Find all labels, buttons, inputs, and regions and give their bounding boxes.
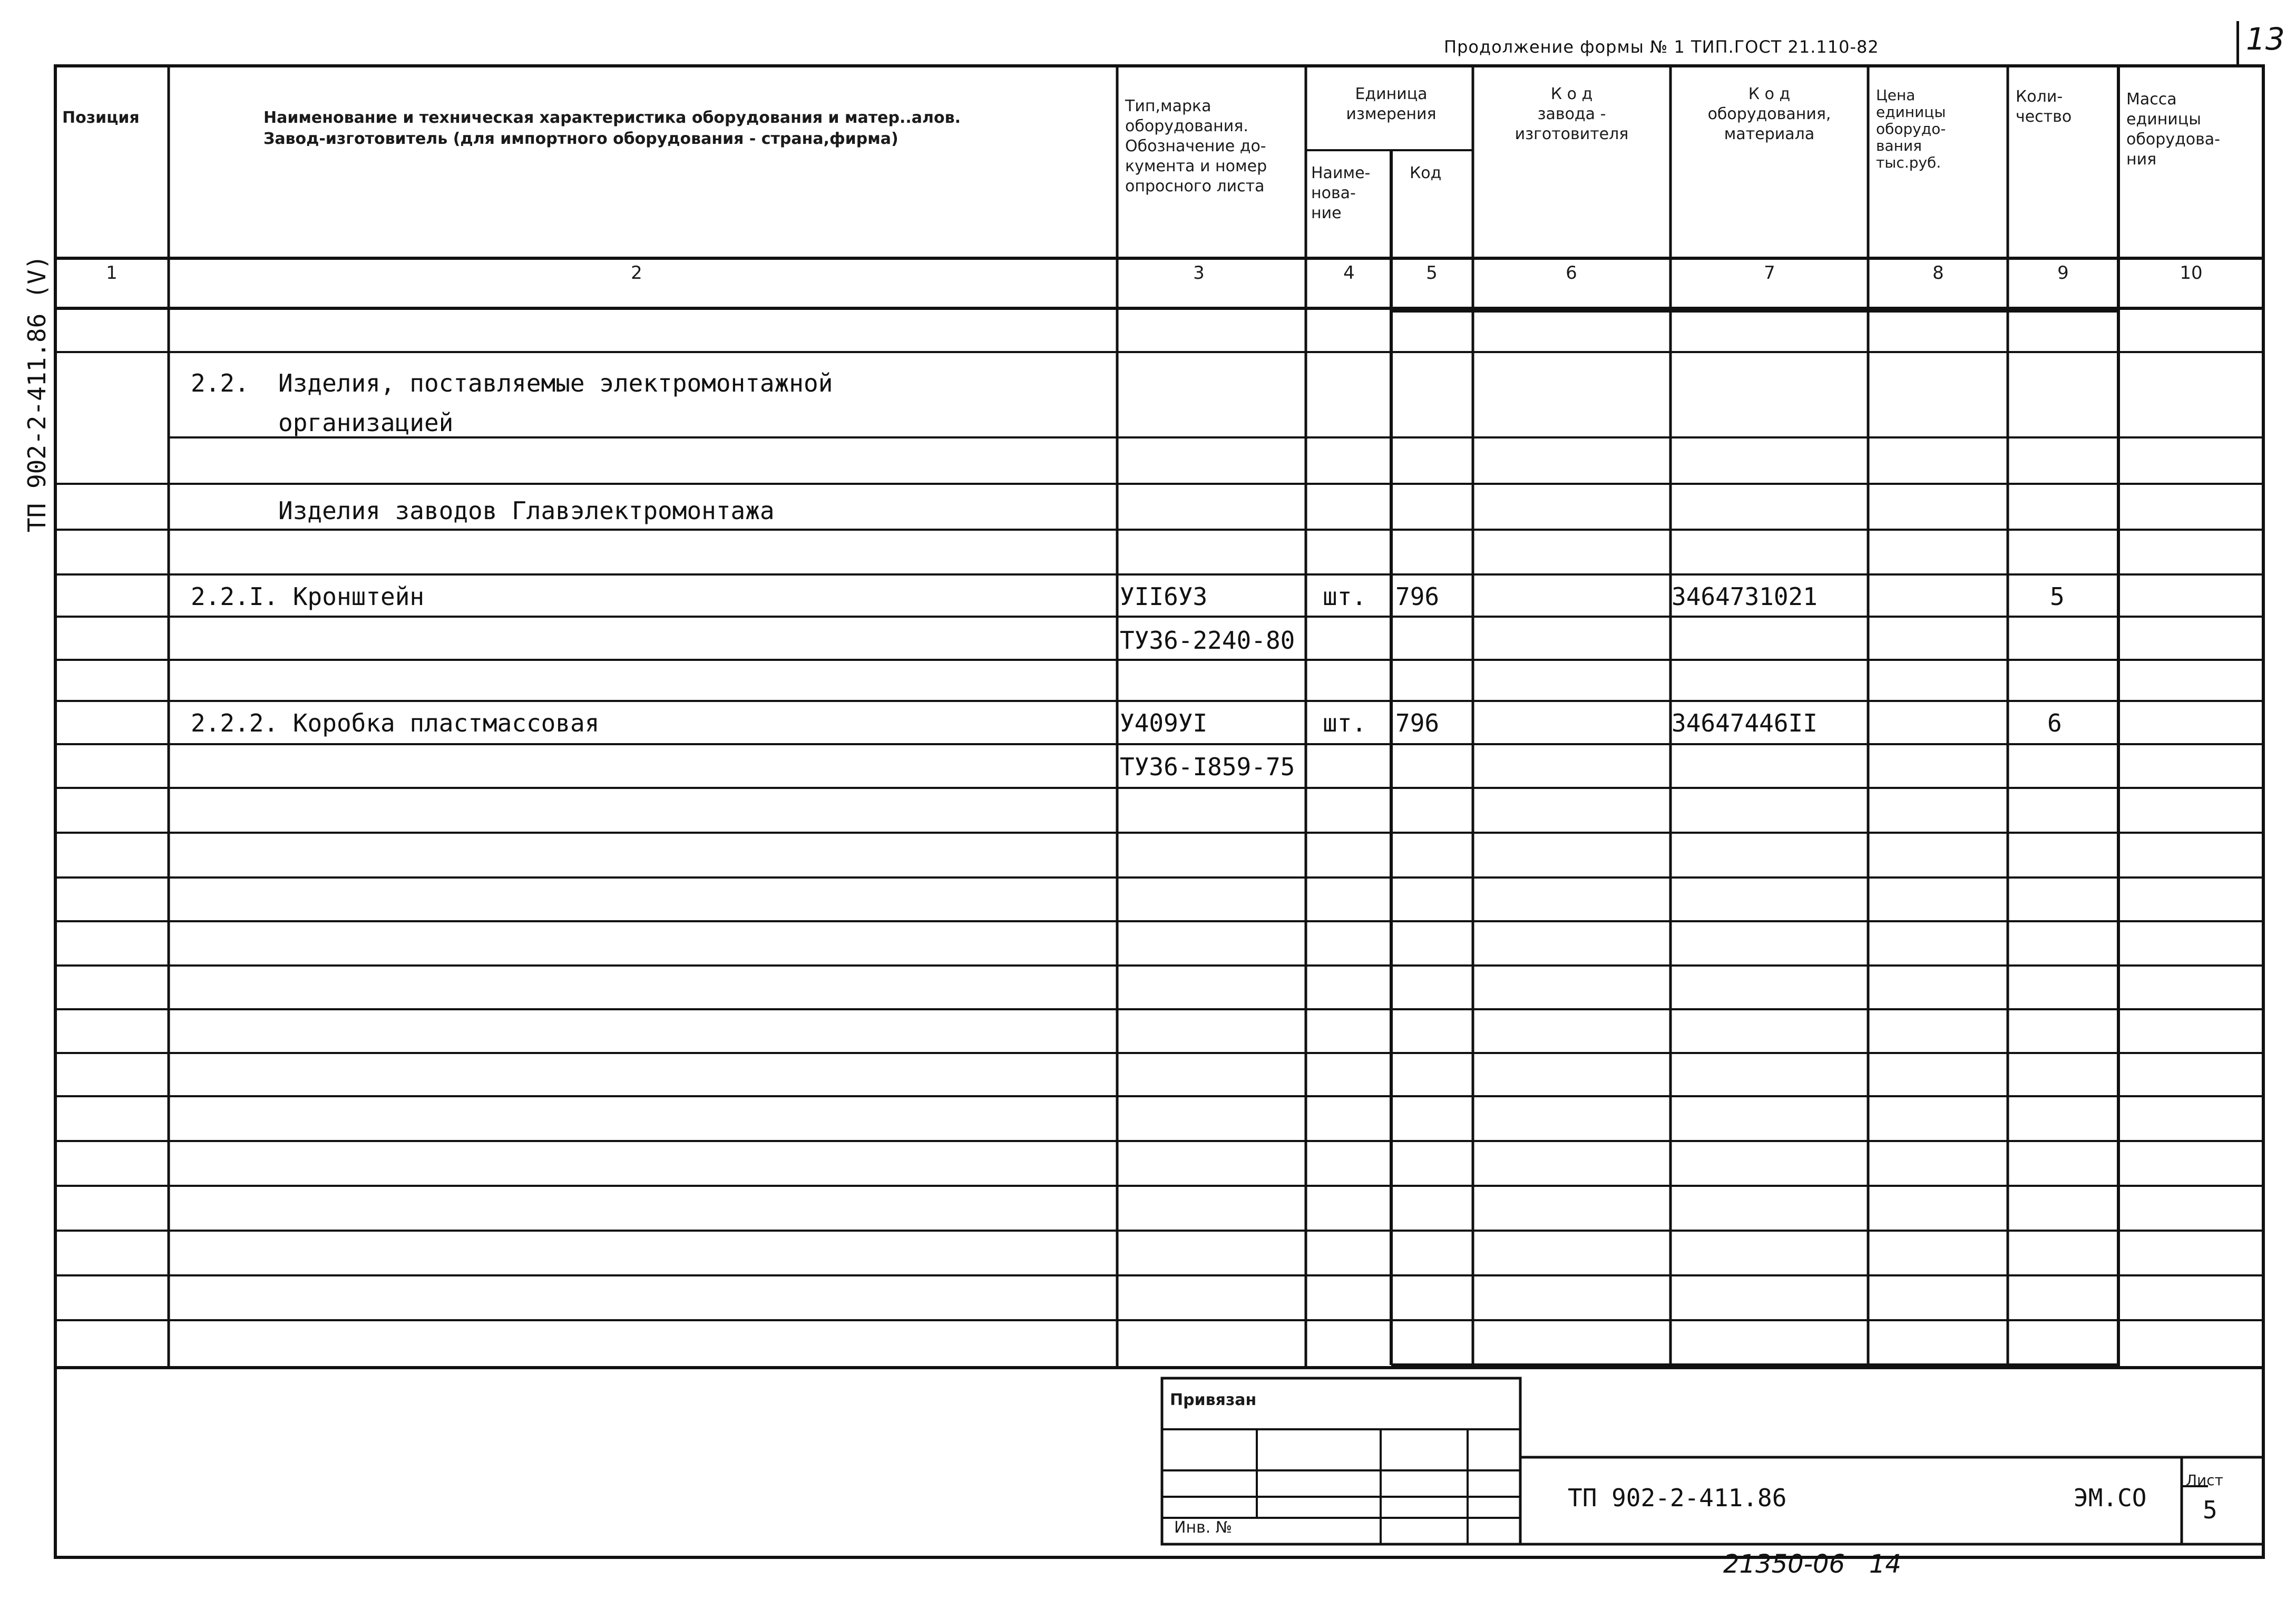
header-name-line2: Завод-изготовитель (для импортного оборудования - страна,фирма) <box>263 130 898 148</box>
col-num-9: 9 <box>2057 262 2069 284</box>
header-unit-name-l3: ние <box>1311 204 1342 222</box>
header-price-l2: единицы <box>1876 103 1946 121</box>
item-2-name: 2.2.2. Коробка пластмассовая <box>191 709 600 737</box>
side-designation: ТП 902-2-411.86 (V) <box>23 255 51 533</box>
item-2-equip-code: 34647446II <box>1672 709 1818 737</box>
header-mass-l2: единицы <box>2126 110 2201 129</box>
item-2-doc: ТУ36-I859-75 <box>1120 753 1295 781</box>
header-price-l1: Цена <box>1876 86 1916 104</box>
header-equip-code-l2: оборудования, <box>1707 105 1831 123</box>
footer-handwritten: 21350-06 14 <box>1723 1549 1901 1579</box>
header-type-l5: опросного листа <box>1125 177 1265 196</box>
item-1-equip-code: 3464731021 <box>1672 582 1818 611</box>
header-unit <box>1315 84 1468 124</box>
stamp-designation: ТП 902-2-411.86 <box>1568 1484 1787 1512</box>
header-unit-l2: измерения <box>1346 105 1437 123</box>
item-1-qty: 5 <box>2050 582 2065 611</box>
header-mass-l1: Масса <box>2126 90 2177 109</box>
header-maker-code <box>1478 84 1665 144</box>
stamp-bound-label: Привязан <box>1170 1391 1257 1409</box>
stamp-inv-label: Инв. № <box>1174 1518 1233 1537</box>
item-1-doc: ТУ36-2240-80 <box>1120 626 1295 655</box>
stamp-sheet-label: Лист <box>2186 1471 2223 1489</box>
header-equip-code-l1: К о д <box>1748 85 1791 103</box>
header-unit-name <box>1311 163 1370 223</box>
col-num-3: 3 <box>1193 262 1205 284</box>
header-type-l2: оборудования. <box>1125 117 1248 135</box>
section-heading-line2: организацией <box>278 408 454 437</box>
header-mass-l4: ния <box>2126 150 2157 169</box>
header-type <box>1125 96 1267 197</box>
header-type-l3: Обозначение до- <box>1125 137 1266 155</box>
header-unit-name-l1: Наиме- <box>1311 164 1371 182</box>
col-num-5: 5 <box>1426 262 1438 284</box>
item-1-type: УII6У3 <box>1120 582 1208 611</box>
header-maker-code-l2: завода - <box>1537 105 1606 123</box>
col-num-8: 8 <box>1932 262 1944 284</box>
header-price <box>1876 87 1946 171</box>
item-1-name: 2.2.I. Кронштейн <box>191 582 425 611</box>
col-num-4: 4 <box>1343 262 1355 284</box>
stamp-code: ЭМ.СО <box>2074 1484 2147 1512</box>
col-num-1: 1 <box>106 262 118 284</box>
header-price-l3: оборудо- <box>1876 120 1946 138</box>
header-position: Позиция <box>62 109 140 127</box>
header-unit-name-l2: нова- <box>1311 184 1356 202</box>
header-qty <box>2016 87 2072 127</box>
header-maker-code-l3: изготовителя <box>1515 125 1629 143</box>
page-number: 13 <box>2246 21 2285 57</box>
col-num-2: 2 <box>631 262 642 284</box>
header-qty-l1: Коли- <box>2016 87 2063 106</box>
section-heading-line1: Изделия, поставляемые электромонтажной <box>278 369 833 397</box>
header-qty-l2: чество <box>2016 108 2072 126</box>
col-num-7: 7 <box>1764 262 1775 284</box>
section-subheading: Изделия заводов Главэлектромонтажа <box>278 496 775 525</box>
header-unit-l1: Единица <box>1355 85 1428 103</box>
item-2-type: У409УI <box>1120 709 1208 737</box>
item-2-unit: шт. <box>1323 709 1367 737</box>
header-unit-code: Код <box>1410 164 1442 182</box>
header-type-l4: кумента и номер <box>1125 157 1267 175</box>
header-maker-code-l1: К о д <box>1550 85 1593 103</box>
continuation-note: Продолжение формы № 1 ТИП.ГОСТ 21.110-82 <box>1444 37 1879 57</box>
item-2-qty: 6 <box>2047 709 2062 737</box>
item-2-code: 796 <box>1395 709 1440 737</box>
header-equip-code <box>1676 84 1863 144</box>
header-name-line1: Наименование и техническая характеристика оборудования и матер..алов. <box>263 109 961 127</box>
col-num-6: 6 <box>1566 262 1577 284</box>
header-mass-l3: оборудова- <box>2126 130 2220 149</box>
col-num-10: 10 <box>2180 262 2203 284</box>
item-1-code: 796 <box>1395 582 1440 611</box>
section-number: 2.2. <box>191 369 249 397</box>
header-equip-code-l3: материала <box>1724 125 1815 143</box>
header-mass <box>2126 90 2220 170</box>
header-price-l5: тыс.руб. <box>1876 154 1941 171</box>
header-price-l4: вания <box>1876 137 1922 154</box>
header-type-l1: Тип,марка <box>1125 97 1211 115</box>
stamp-sheet-value: 5 <box>2203 1496 2217 1524</box>
item-1-unit: шт. <box>1323 582 1367 611</box>
